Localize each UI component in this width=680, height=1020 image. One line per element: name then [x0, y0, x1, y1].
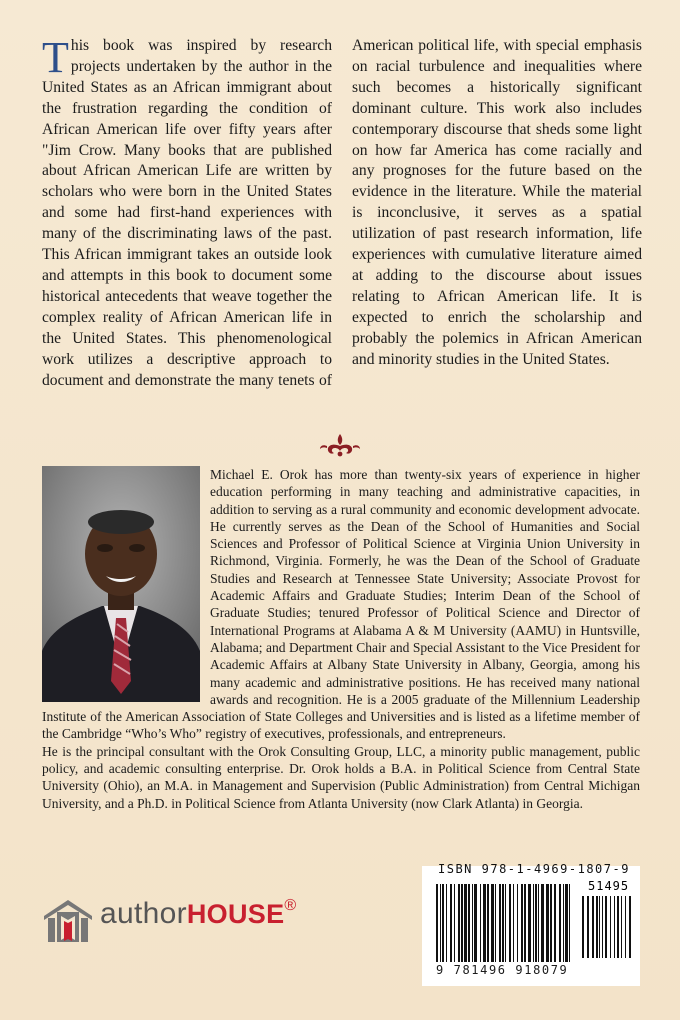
ornament-icon — [318, 432, 362, 458]
barcode-bar — [495, 884, 496, 962]
publisher-name — [100, 897, 297, 931]
barcode-bar — [541, 884, 544, 962]
barcode-addon-bar — [602, 896, 603, 958]
barcode-bar — [517, 884, 518, 962]
barcode-bar — [464, 884, 467, 962]
barcode-addon-bar — [605, 896, 607, 958]
barcode-addon-bar — [610, 896, 611, 958]
barcode-bar — [472, 884, 473, 962]
barcode-bar — [521, 884, 523, 962]
barcode-bar — [559, 884, 561, 962]
barcode-bar — [524, 884, 526, 962]
barcode-addon-bar — [596, 896, 598, 958]
registered-mark: ® — [284, 897, 297, 914]
barcode-digits: 9 781496 918079 — [436, 963, 569, 977]
barcode-addon-bar — [617, 896, 619, 958]
barcode-bar — [554, 884, 556, 962]
barcode-bar — [483, 884, 486, 962]
barcode-addon-bar — [582, 896, 584, 958]
book-blurb — [42, 33, 642, 391]
isbn-label: ISBN 978-1-4969-1807-9 — [438, 862, 630, 876]
barcode-bar — [550, 884, 552, 962]
publisher-name-part2: HOUSE — [186, 899, 285, 929]
barcode-bar — [502, 884, 504, 962]
barcode-bar — [538, 884, 539, 962]
barcode-bar — [535, 884, 537, 962]
barcode-bar — [509, 884, 511, 962]
bio-paragraph-2: He is the principal consultant with the Orok Consulting Group, LLC, a minority public management, public policy, and academic consulting enterprise. Dr. Orok holds a B.A. in Political Science from Central State University (Ohio), an M.A. in Management and Supervision (Public Administration) from Central Michigan University, and a Ph.D. in Political Science from Atlanta University (now Clark Atlanta) in Georgia. — [42, 743, 640, 811]
barcode-bar — [454, 884, 455, 962]
barcode-bar — [461, 884, 463, 962]
blurb-text: his book was inspired by research projects undertaken by the author in the United States as an African immigrant about the frustration regarding the condition of African American life over fifty years after "Jim Crow. Many books that are published about African American Life are written by scholars who were born in the United States and some had first-hand experiences with many of the discriminating laws of the past. This African immigrant takes an outside look and attempts in this book to document some historical antecedents that weave together the complex reality of African American life in the United States. This phenomenological work utilizes a descriptive approach to document and demonstrate the many tenets of American political life, with special emphasis on racial turbulence and inequalities where such becomes a historically significant dominant culture. This work also includes contemporary discourse that sheds some light on how far America has come racially and any prognoses for the future based on the evidence in the literature. While the material is inconclusive, it serves as a spatial utilization of past research information, life experiences with cumulative literature aimed at adding to the discourse about issues relating to African American life. It is expected to enrich the scholarship and probably the polemics in African American and minority studies in the United States. — [42, 37, 642, 389]
barcode-bar — [458, 884, 460, 962]
barcode-addon-bar — [599, 896, 600, 958]
barcode-bar — [563, 884, 564, 962]
barcode-bar — [450, 884, 452, 962]
bio-paragraph-1: Michael E. Orok has more than twenty-six years of experience in higher education performing in many teaching and administrative capacities, in addition to serving as a rural community and economic development advocate. He currently serves as the Dean of the School of Humanities and Social Sciences and Professor of Political Science at Virginia Union University in Richmond, Virginia. Formerly, he was the Dean of the School of Graduate Studies and Research at Tennessee State University; Associate Provost for Academic Affairs and Graduate Studies; Interim Dean of the School of Graduate Studies; tenured Professor of Political Science and Director of International Programs at Alabama A & M University (AAMU) in Huntsville, Alabama; and Department Chair and Special Assistant to the Vice President for Academic Affairs at Albany State University in Albany, Georgia, among his many academic and administrative positions. He has received many national awards and recognition. He is a 2005 graduate of the Millennium Leadership Institute of the American Association of State Colleges and Universities and is listed as a lifetime member of the Cambridge “Who’s Who” registry of executives, professionals, and entrepreneurs. — [42, 467, 640, 742]
author-bio — [42, 466, 640, 812]
barcode-bar — [546, 884, 549, 962]
barcode-bar — [569, 884, 570, 962]
barcode-addon-bar — [629, 896, 631, 958]
barcode-bar — [468, 884, 470, 962]
barcode-bar — [565, 884, 568, 962]
barcode-bar — [491, 884, 494, 962]
barcode-bar — [505, 884, 506, 962]
barcode-bar — [487, 884, 489, 962]
barcode-addon-bar — [625, 896, 626, 958]
barcode-bar — [513, 884, 514, 962]
barcode-bar — [528, 884, 531, 962]
barcode-addon-bar — [621, 896, 622, 958]
barcode-addon-bar — [587, 896, 589, 958]
barcode-addon-bar — [592, 896, 594, 958]
barcode-bar — [474, 884, 477, 962]
barcode-bar — [533, 884, 534, 962]
barcode-bar — [480, 884, 481, 962]
barcode-addon-bar — [614, 896, 615, 958]
barcode-bar — [442, 884, 444, 962]
publisher-name-part1: author — [100, 897, 187, 930]
price-code: 51495 — [588, 879, 630, 893]
barcode-bar — [446, 884, 447, 962]
drop-cap: T — [42, 33, 69, 82]
house-icon — [40, 896, 96, 946]
barcode-bar — [440, 884, 441, 962]
barcode-bar — [499, 884, 501, 962]
barcode-bar — [436, 884, 438, 962]
photo-spacer — [42, 466, 200, 706]
